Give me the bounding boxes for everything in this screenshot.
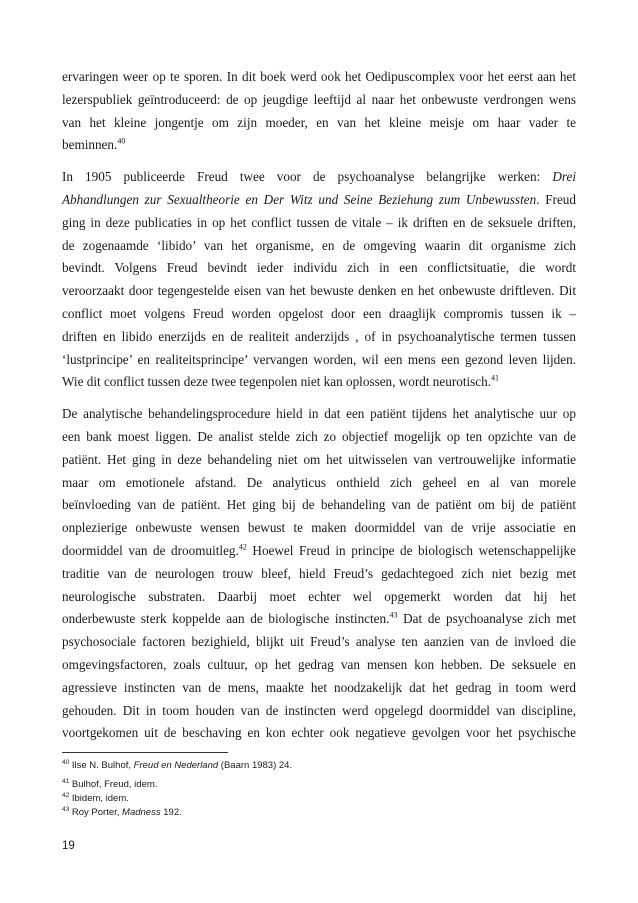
footnote-text: 192. — [160, 807, 182, 818]
paragraph-2 — [62, 166, 576, 394]
text-line: maar om emotionele afstand. De analyticus onthield zich geheel en al van morele — [62, 474, 576, 490]
footnote-text: (Baarn 1983) 24. — [218, 760, 293, 771]
text-line — [62, 608, 576, 631]
text-fragment: Dat de psychoanalyse zich met — [397, 611, 576, 627]
text-line: ging in deze publicaties in op het conflict tussen de vitale – ik driften en de seksuele driften, — [62, 214, 576, 230]
text-line — [62, 166, 576, 189]
footnote-ref[interactable]: 41 — [491, 373, 500, 383]
text-line: lezerspubliek geïntroduceerd: de op jeugdige leeftijd al naar het onbewuste verdrongen wens — [62, 91, 576, 107]
page-number: 19 — [62, 840, 75, 852]
text-line: traditie van de neurologen trouw bleef, hield Freud’s gedachtegoed zich niet bezig met — [62, 565, 576, 581]
footnote-text: Bulhof, Freud, idem. — [69, 779, 158, 790]
text-line: agressieve instincten van de mens, maakte het noodzakelijk dat het gedrag in toom werd — [62, 679, 576, 695]
footnote-number: 43 — [62, 805, 70, 813]
footnote-40 — [62, 759, 576, 773]
text-fragment: Hoewel Freud in principe de biologisch wetenschappelijke — [246, 542, 576, 558]
text-line: conflict moet volgens Freud worden opgelost door een draaglijk compromis tussen ik – — [62, 305, 576, 321]
text-fragment: Wie dit conflict tussen deze twee tegenpolen niet kan oplossen, wordt neurotisch. — [62, 374, 492, 390]
text-fragment: . Freud — [536, 191, 576, 207]
text-line: ‘lustprincipe’ en realiteitsprincipe’ vervangen worden, wil een mens een gezond leven lijden. — [62, 351, 576, 367]
text-line: neurologische substraten. Daarbij moet echter wel opgemerkt worden dat hij het — [62, 588, 576, 604]
text-line: omgevingsfactoren, zoals cultuur, op het gedrag van mensen kon hebben. De seksuele en — [62, 656, 576, 672]
footnote-separator — [62, 752, 228, 753]
footnote-text: Roy Porter, — [69, 807, 123, 818]
footnote-ref[interactable]: 40 — [117, 137, 126, 146]
text-line: De analytische behandelingsprocedure hield in dat een patiënt tijdens het analytische uur op — [62, 406, 576, 422]
text-line: voortgekomen uit de beschaving en kon echter ook negatieve gevolgen voor het psychische — [62, 725, 576, 741]
text-line: ervaringen weer op te sporen. In dit boek werd ook het Oedipuscomplex voor het eerst aan het — [62, 69, 576, 84]
text-fragment: doormiddel van de droomuitleg. — [62, 542, 239, 558]
footnote-italic: Madness — [122, 807, 161, 818]
footnote-ref[interactable]: 43 — [389, 610, 398, 620]
text-line: de zogenaamde ‘libido’ van het organisme, en de omgeving waarin dit organisme zich — [62, 237, 576, 253]
text-line: een bank moest liggen. De analist stelde zich zo objectief mogelijk op ten opzichte van de — [62, 428, 576, 444]
footnote-number: 41 — [62, 777, 70, 785]
footnote-41 — [62, 778, 576, 792]
footnote-italic: Freud en Nederland — [133, 760, 219, 771]
paragraph-3 — [62, 403, 576, 745]
footnote-number: 40 — [62, 758, 70, 766]
footnote-42 — [62, 792, 576, 806]
footnote-number: 42 — [62, 791, 70, 799]
text-line: psychosociale factoren bezighield, blijkt uit Freud’s analyse ten aanzien van de invloed die — [62, 634, 576, 650]
text-line — [62, 371, 576, 394]
text-line: beïnvloeding van de patiënt. Het ging bij de behandeling van de patiënt om bij de patiënt — [62, 497, 576, 513]
text-line: veroorzaakt door tegengestelde eisen van het bewuste denken en het onbewuste driftleven. Dit — [62, 283, 576, 299]
text-line: driften en libido enerzijds en de realiteit anderzijds , of in psychoanalytische termen tussen — [62, 328, 576, 344]
italic-title: Abhandlungen zur Sexualtheorie en Der Witz und Seine Beziehung zum Unbewussten — [62, 191, 537, 207]
footnotes — [62, 759, 576, 820]
text-line — [62, 134, 576, 157]
text-fragment: In 1905 publiceerde Freud twee voor de psychoanalyse belangrijke werken: — [62, 169, 553, 185]
text-line: van het kleine jongentje om zijn moeder, en van het kleine meisje om haar vader te — [62, 114, 576, 130]
footnote-text: Ibidem, idem. — [69, 793, 129, 804]
text-line: bevindt. Volgens Freud bevindt ieder individu zich in een conflictsituatie, die wordt — [62, 260, 576, 276]
text-fragment: beminnen. — [62, 137, 118, 153]
text-line — [62, 540, 576, 563]
text-line: patiënt. Het ging in deze behandeling niet om het uitwisselen van vertrouwelijke informatie — [62, 451, 576, 467]
text-line — [62, 189, 576, 212]
text-fragment: onderbewuste sterk koppelde aan de biologische instincten. — [62, 611, 390, 627]
body-text — [62, 66, 576, 745]
footnote-ref[interactable]: 42 — [238, 542, 247, 552]
footnote-text: Ilse N. Bulhof, — [69, 760, 134, 771]
italic-title: Drei — [552, 169, 576, 185]
paragraph-1 — [62, 66, 576, 157]
text-line: gehouden. Dit in toom houden van de instincten werd opgelegd doormiddel van discipline, — [62, 702, 576, 718]
text-line: onplezierige onbewuste wensen bewust te maken doormiddel van de vrije associatie en — [62, 520, 576, 536]
footnote-43 — [62, 806, 576, 820]
